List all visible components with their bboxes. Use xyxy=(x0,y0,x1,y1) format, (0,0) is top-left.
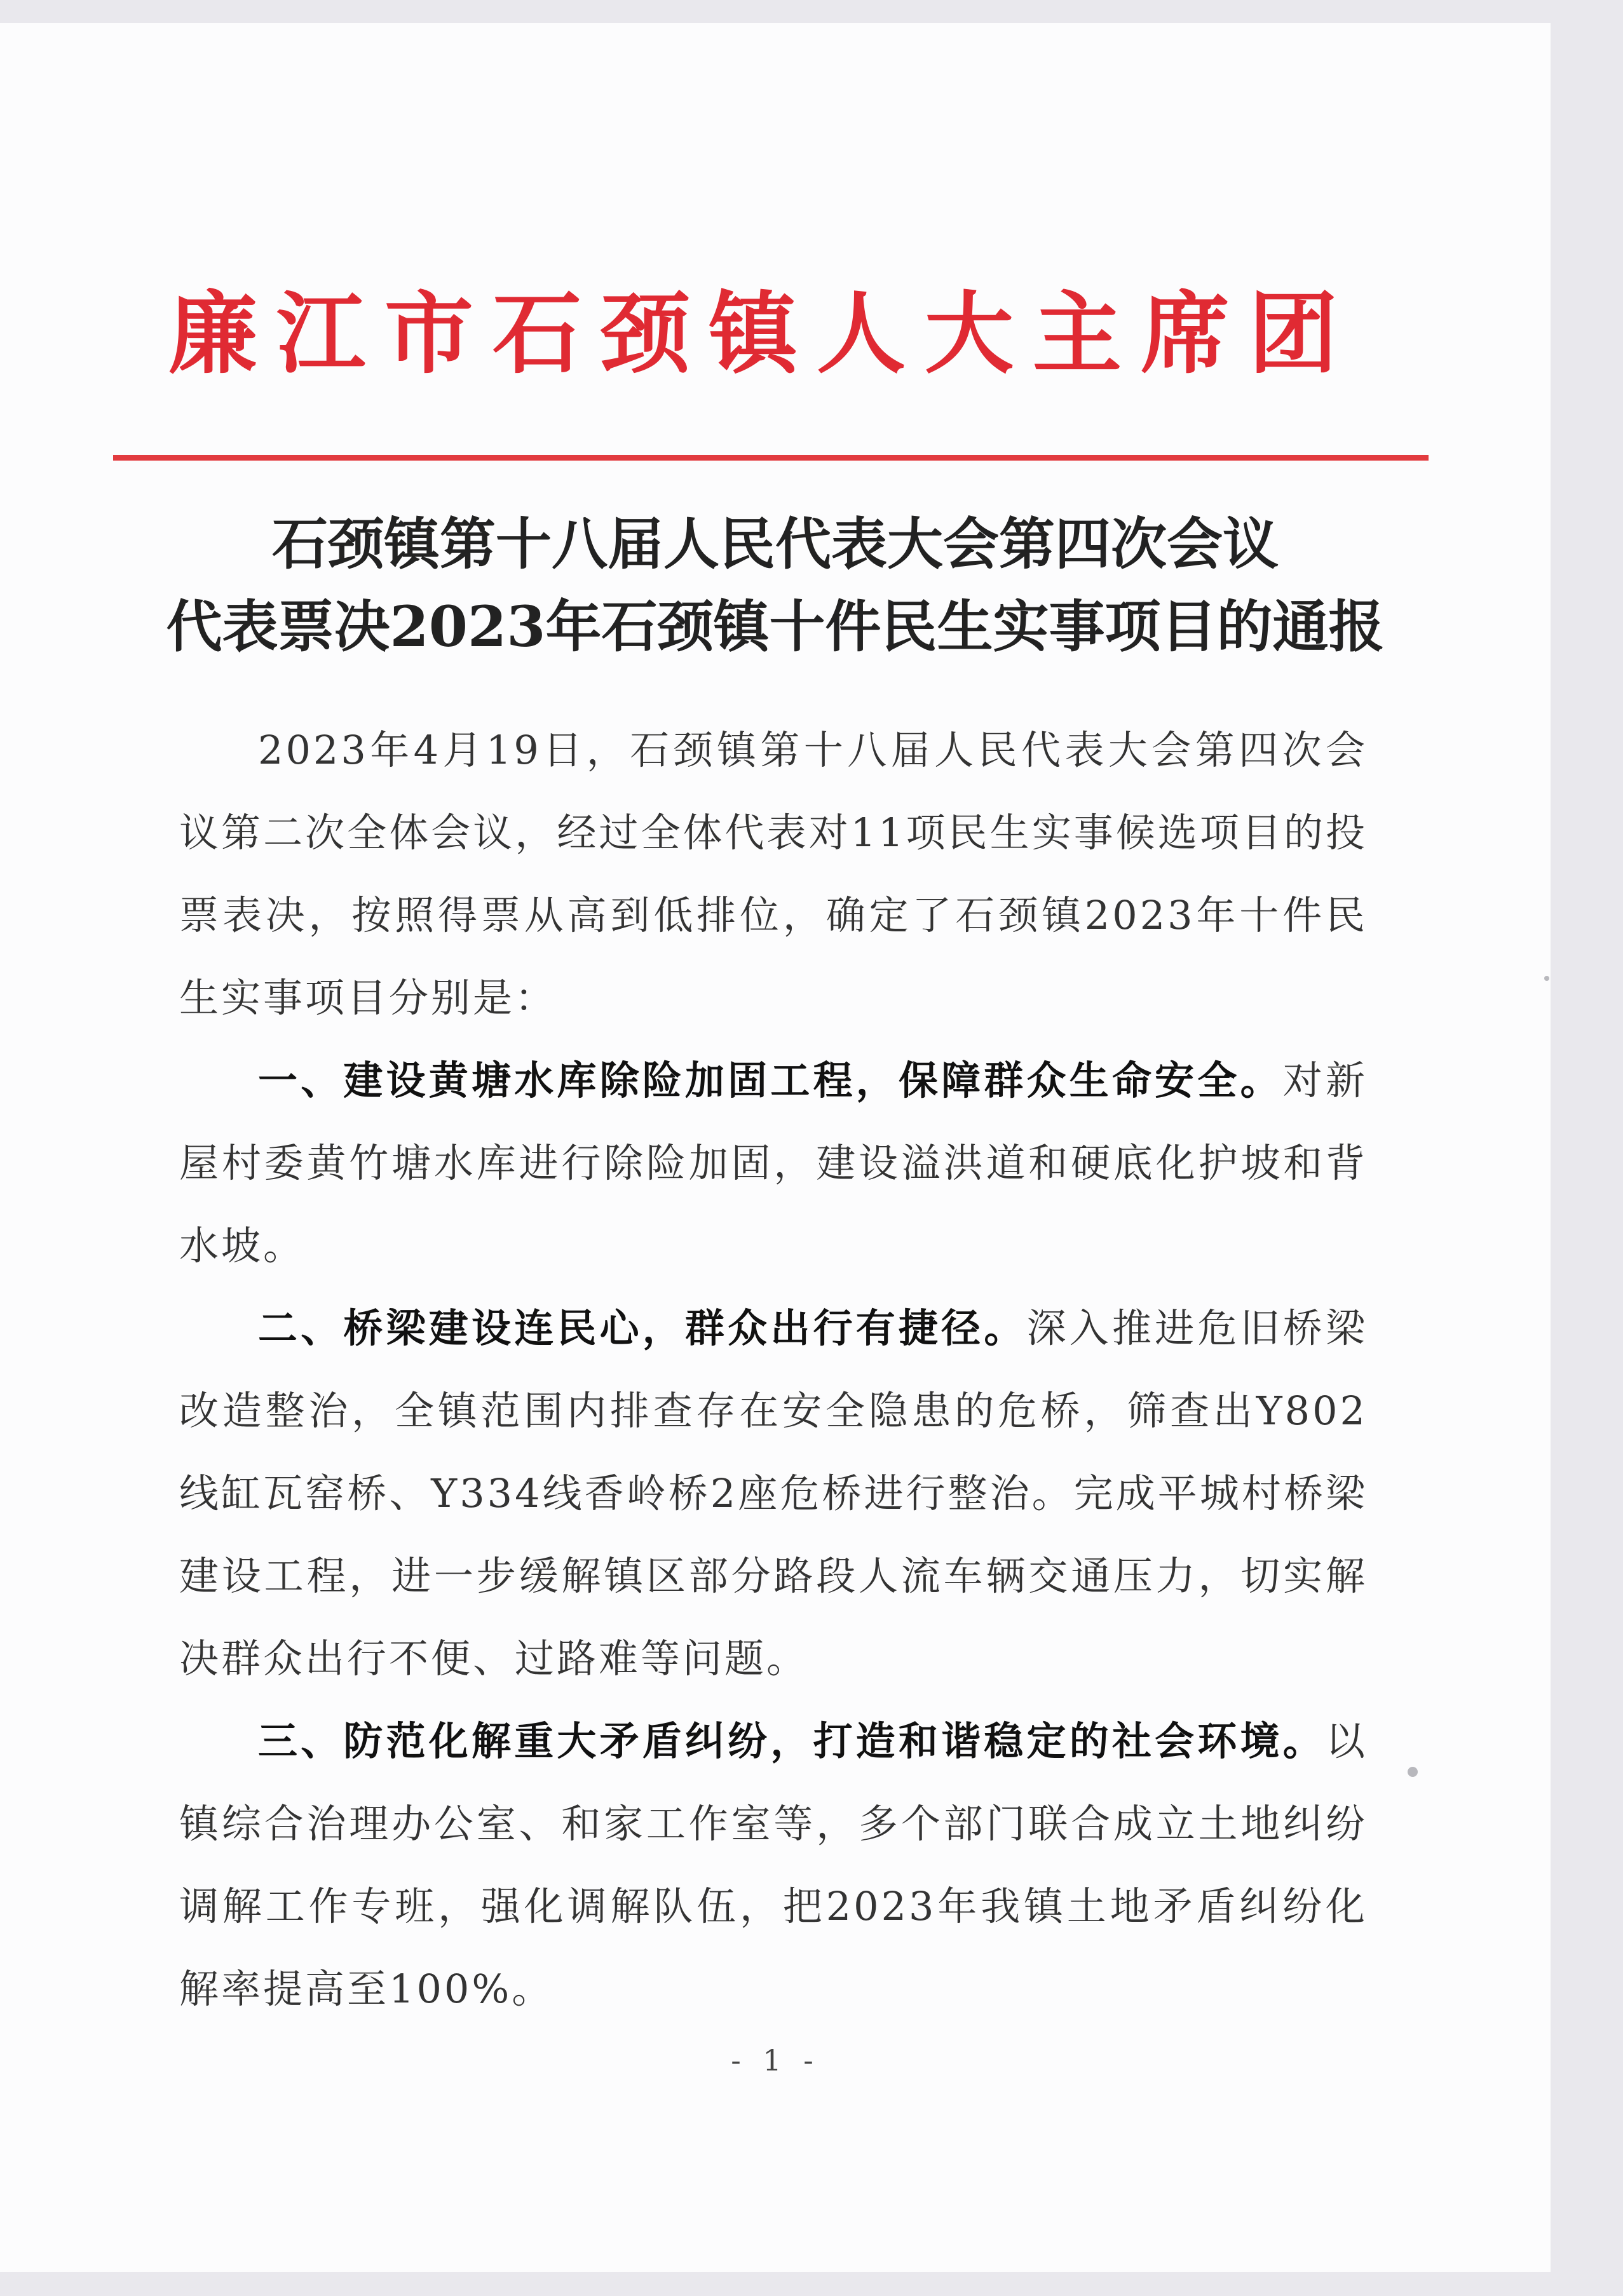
intro-paragraph: 2023年4月19日，石颈镇第十八届人民代表大会第四次会议第二次全体会议，经过全体代表对11项民生实事候选项目的投票表决，按照得票从高到低排位，确定了石颈镇2023年十件民生实事项目分别是： xyxy=(179,727,1368,1021)
item-lead: 二、桥梁建设连民心，群众出行有捷径。 xyxy=(258,1305,1027,1351)
item-paragraph-3 xyxy=(179,1700,1368,2030)
document-page xyxy=(0,23,1551,2272)
doc-title-line-1: 石颈镇第十八届人民代表大会第四次会议 xyxy=(271,511,1279,577)
scan-speck xyxy=(1544,976,1549,981)
item-paragraph-2 xyxy=(179,1287,1368,1700)
item-lead: 三、防范化解重大矛盾纠纷，打造和谐稳定的社会环境。 xyxy=(258,1718,1326,1764)
doc-title-line-2: 代表票决2023年石颈镇十件民生实事项目的通报 xyxy=(166,593,1385,659)
item-paragraph-1 xyxy=(179,1039,1368,1287)
item-lead: 一、建设黄塘水库除险加固工程，保障群众生命安全。 xyxy=(258,1057,1283,1104)
item-text: 对新屋村委黄竹塘水库进行除险加固，建设溢洪道和硬底化护坡和背水坡。 xyxy=(179,1057,1368,1269)
header-red-rule xyxy=(113,455,1429,461)
item-text: 以镇综合治理办公室、和家工作室等，多个部门联合成立土地纠纷调解工作专班，强化调解队伍，把2023年我镇土地矛盾纠纷化解率提高至100%。 xyxy=(179,1718,1368,2012)
scan-speck xyxy=(1408,1767,1418,1777)
org-header: 廉江市石颈镇人大主席团 xyxy=(168,282,1357,386)
page-number: - 1 - xyxy=(731,2043,820,2077)
body-text xyxy=(179,709,1368,2030)
item-text: 深入推进危旧桥梁改造整治，全镇范围内排查存在安全隐患的危桥，筛查出Y802线缸瓦窑桥、Y334线香岭桥2座危桥进行整治。完成平城村桥梁建设工程，进一步缓解镇区部分路段人流车辆交通压力，切实解决群众出行不便、过路难等问题。 xyxy=(179,1305,1368,1682)
